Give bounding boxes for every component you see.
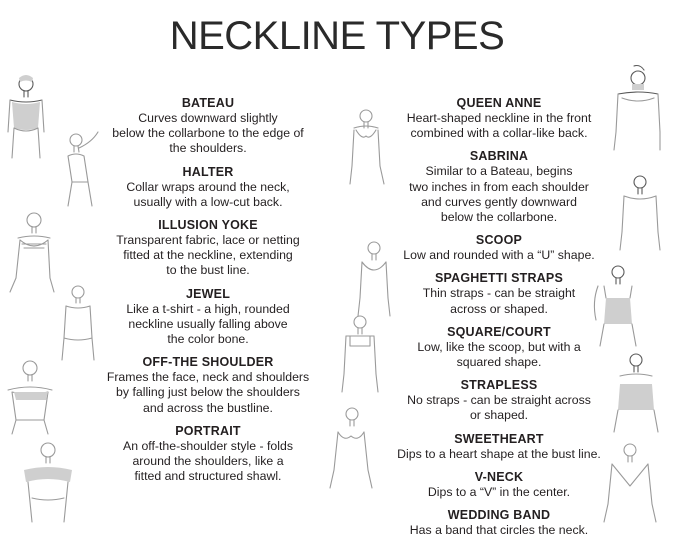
queen-anne-sketch (346, 106, 390, 186)
entry-desc-line: below the collarbone. (440, 210, 558, 225)
entry-desc-line: and curves gently downward (421, 194, 577, 209)
entry-jewel (98, 287, 318, 348)
spaghetti-straps-sketch (588, 262, 644, 348)
entry-desc-line: neckline usually falling above (128, 316, 288, 331)
entry-v-neck (388, 470, 610, 500)
entry-desc-line: Dips to a “V” in the center. (427, 484, 571, 499)
entry-desc-line: the shoulders. (169, 141, 247, 156)
entry-desc-line: the color bone. (167, 332, 249, 347)
entry-name: OFF-THE SHOULDER (142, 355, 274, 370)
entry-desc-line: Curves downward slightly (138, 111, 278, 125)
illusion-yoke-sketch (6, 208, 56, 293)
jewel-sketch (60, 282, 96, 362)
entry-name: STRAPLESS (460, 378, 538, 393)
entry-strapless (388, 378, 610, 423)
entry-sabrina (388, 149, 610, 225)
entry-desc-line: usually with a low-cut back. (133, 194, 283, 209)
halter-sketch (62, 128, 102, 208)
entry-name: PORTRAIT (175, 423, 241, 438)
entry-desc-line: Low and rounded with a “U” shape. (403, 248, 595, 263)
entry-desc-line: and across the bustline. (143, 400, 273, 415)
entry-name: HALTER (182, 164, 234, 179)
entry-desc-line: No straps - can be straight across (407, 393, 591, 408)
entry-desc-line: across or shaped. (450, 301, 548, 316)
entry-desc-line: Collar wraps around the neck, (126, 179, 290, 194)
entry-desc-line: by falling just below the shoulders (116, 385, 300, 400)
entry-illusion-yoke (98, 218, 318, 279)
entry-desc-line: combined with a collar-like back. (410, 126, 588, 141)
entry-name: BATEAU (181, 96, 235, 110)
entry-desc-line: Transparent fabric, lace or netting (116, 233, 300, 248)
entry-desc-line: Thin straps - can be straight (422, 286, 576, 301)
entry-desc-line: Low, like the scoop, but with a (417, 339, 581, 354)
entry-desc-line: around the shoulders, like a (132, 454, 284, 469)
entry-desc-line: Dips to a heart shape at the bust line. (397, 446, 601, 461)
entry-name: SPAGHETTI STRAPS (435, 271, 563, 286)
entry-name: SCOOP (475, 233, 523, 248)
entry-desc-line: fitted at the neckline, extending (123, 248, 293, 263)
entry-wedding-band (388, 508, 610, 538)
strapless-sketch (604, 350, 662, 434)
left-column (98, 96, 318, 484)
entry-square-court (388, 325, 610, 370)
entry-sweetheart (388, 432, 610, 462)
entry-off-the-shoulder (98, 355, 318, 416)
entry-bateau (98, 96, 318, 157)
entry-desc-line: Heart-shaped neckline in the front (406, 111, 592, 125)
entry-scoop (388, 233, 610, 263)
entry-name: SQUARE/COURT (447, 324, 551, 339)
bateau-sketch (4, 70, 50, 160)
page-title: NECKLINE TYPES (169, 14, 505, 58)
entry-desc-line: two inches in from each shoulder (409, 179, 589, 194)
wedding-band-sketch (612, 62, 662, 152)
sabrina-sketch (616, 172, 664, 252)
entry-queen-anne (388, 96, 610, 141)
entry-name: SWEETHEART (454, 431, 544, 446)
entry-desc-line: Like a t-shirt - a high, rounded (126, 301, 290, 316)
entry-name: V-NECK (474, 469, 524, 484)
entry-desc-line: Has a band that circles the neck. (409, 523, 589, 538)
right-column (388, 96, 610, 538)
v-neck-sketch (600, 440, 660, 524)
entry-name: SABRINA (469, 149, 529, 164)
entry-halter (98, 165, 318, 210)
entry-name: WEDDING BAND (447, 508, 551, 523)
off-shoulder-sketch (4, 356, 60, 436)
portrait-sketch (18, 438, 78, 524)
entry-portrait (98, 424, 318, 485)
scoop-sketch (354, 238, 394, 318)
entry-desc-line: squared shape. (456, 355, 542, 370)
entry-desc-line: An off-the-shoulder style - folds (123, 438, 293, 453)
sweetheart-sketch (326, 404, 376, 490)
entry-name: JEWEL (185, 286, 231, 301)
entry-desc-line: Similar to a Bateau, begins (425, 164, 573, 179)
entry-spaghetti-straps (388, 271, 610, 316)
entry-name: QUEEN ANNE (456, 96, 542, 110)
entry-desc-line: fitted and structured shawl. (134, 469, 282, 484)
square-court-sketch (338, 312, 382, 394)
entry-name: ILLUSION YOKE (158, 218, 258, 233)
entry-desc-line: below the collarbone to the edge of (112, 126, 304, 141)
entry-desc-line: to the bust line. (166, 263, 250, 278)
entry-desc-line: Frames the face, neck and shoulders (106, 370, 310, 385)
entry-desc-line: or shaped. (469, 408, 529, 423)
